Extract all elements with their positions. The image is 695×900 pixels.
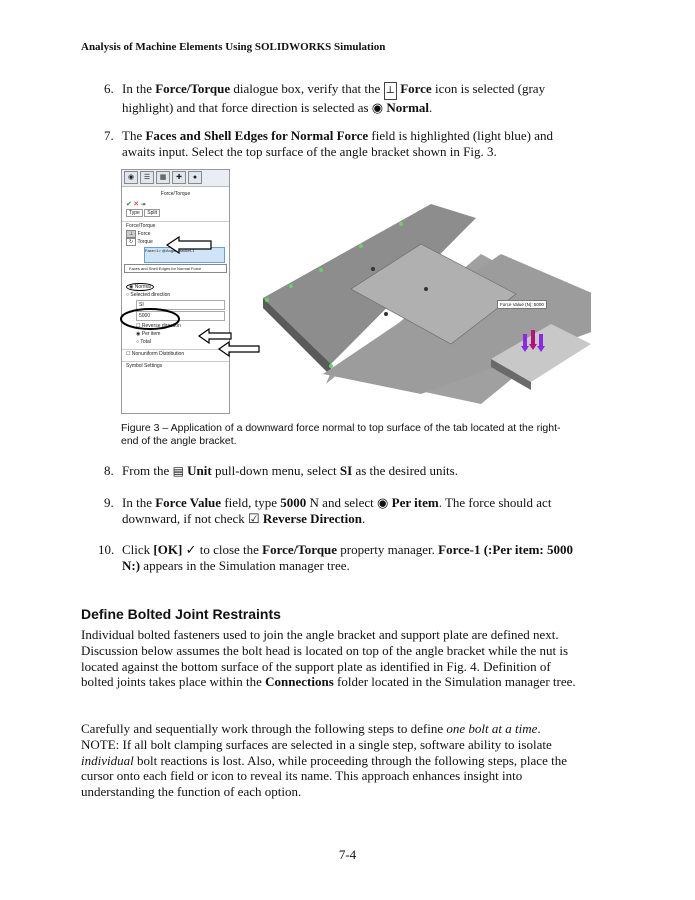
tab-split[interactable]: Split [144,209,160,217]
reverse-checkbox[interactable]: ☐ Reverse direction [136,323,181,329]
paragraph-2: Carefully and sequentially work through the following steps to define one bolt at a time. NOTE: If all bolt clamping surfaces are selected in a single step, software ability to isolate individual bolt reactions is lost. Also, while proceeding through the following steps, place the cursor onto each field or icon to reveal its name. This approach enhances insight into understanding the function of each option. [81,721,567,800]
step-number: 10. [98,542,115,557]
total-radio[interactable]: ○ Total [136,339,151,345]
unit-icon: ▤ [172,464,184,478]
pointer-arrow-force [165,235,213,255]
tab-icon[interactable]: ● [188,171,202,184]
step-6 [104,81,584,115]
pin-icon[interactable]: ⇥ [140,202,146,208]
running-header: Analysis of Machine Elements Using SOLIDWORKS Simulation [81,41,386,53]
tab-icon[interactable]: ☰ [140,171,154,184]
section-heading: Define Bolted Joint Restraints [81,606,281,622]
figure-3 [121,169,591,414]
tab-icon[interactable]: ✚ [172,171,186,184]
section-label: Force/Torque [122,221,229,230]
highlight-ellipse [119,307,181,331]
step-7 [104,128,584,162]
step-number: 6. [104,81,114,96]
paragraph-1: Individual bolted fasteners used to join the angle bracket and support plate are defined next. Discussion below assumes the bolt head is located on top of the angle bracket while the nut is located against the bottom surface of the support plate as identified in Fig. 4. Definition of bolted joints takes place within the Connections folder located in the Simulation manager tree. [81,627,576,690]
faces-field[interactable]: Face<1> @Angle Bracket-1 [144,247,225,263]
per-item-radio[interactable]: ◉ Per item [136,331,161,337]
panel-toolbar [122,170,229,187]
bolt-hole [384,312,388,316]
step-text: From the ▤ Unit pull-down menu, select SI as the desired units. [122,463,458,478]
bolt-hole [371,267,375,271]
panel-actions [122,199,229,209]
step-text: In the Force Value field, type 5000 N and select ◉ Per item. The force should act downward, if not check ☑ Reverse Direction. [122,495,552,526]
step-text: The Faces and Shell Edges for Normal Force field is highlighted (light blue) and awaits input. Select the top surface of the angle bracket shown in Fig. 3. [122,128,553,159]
bolt-hole [424,287,428,291]
panel-tabs [122,209,229,217]
torque-icon[interactable]: ↻ [126,238,136,246]
tab-type[interactable]: Type [126,209,143,217]
opt-torque[interactable]: ↻ Torque [122,238,229,246]
step-10 [98,542,584,576]
cancel-icon[interactable]: ✕ [133,201,140,208]
pointer-arrow-value [217,340,261,358]
step-8 [104,463,584,481]
step-number: 8. [104,463,114,478]
opt-force[interactable]: ⊥ Force [122,230,229,238]
page-number: 7-4 [338,847,357,862]
figure-caption: Figure 3 – Application of a downward force normal to top surface of the tab located at the right-end of the angle bracket. [121,422,561,447]
force-torque-panel [121,169,230,414]
ok-icon[interactable]: ✔ [126,201,132,208]
dir-selected[interactable]: ○ Selected direction [126,292,171,298]
symbol-section[interactable]: Symbol Settings [122,361,229,370]
panel-title: Force/Torque [160,191,191,197]
nonuniform-section[interactable]: ☐ Nonuniform Distribution [122,349,229,358]
force-value-input[interactable]: 5000 [136,311,225,321]
step-number: 9. [104,495,114,510]
tooltip: Faces and Shell Edges for Normal Force [124,264,227,273]
step-9 [104,495,584,529]
force-icon[interactable]: ⊥ [126,230,136,238]
step-text: In the Force/Torque dialogue box, verify that the ⊥ Force icon is selected (gray highlight) and that force direction is selected as ◉ Normal. [122,81,546,115]
step-text: Click [OK] ✓ to close the Force/Torque property manager. Force-1 (:Per item: 5000 N:) appears in the Simulation manager tree. [122,542,573,573]
tab-icon[interactable]: ▦ [156,171,170,184]
force-icon: ⊥ [384,82,397,100]
force-value-callout: Force Value (N): 5000 [497,300,547,309]
tab-icon[interactable]: ◉ [124,171,138,184]
unit-select[interactable]: SI [136,300,225,310]
step-number: 7. [104,128,114,143]
dir-normal[interactable]: ◉ Normal [122,283,229,291]
